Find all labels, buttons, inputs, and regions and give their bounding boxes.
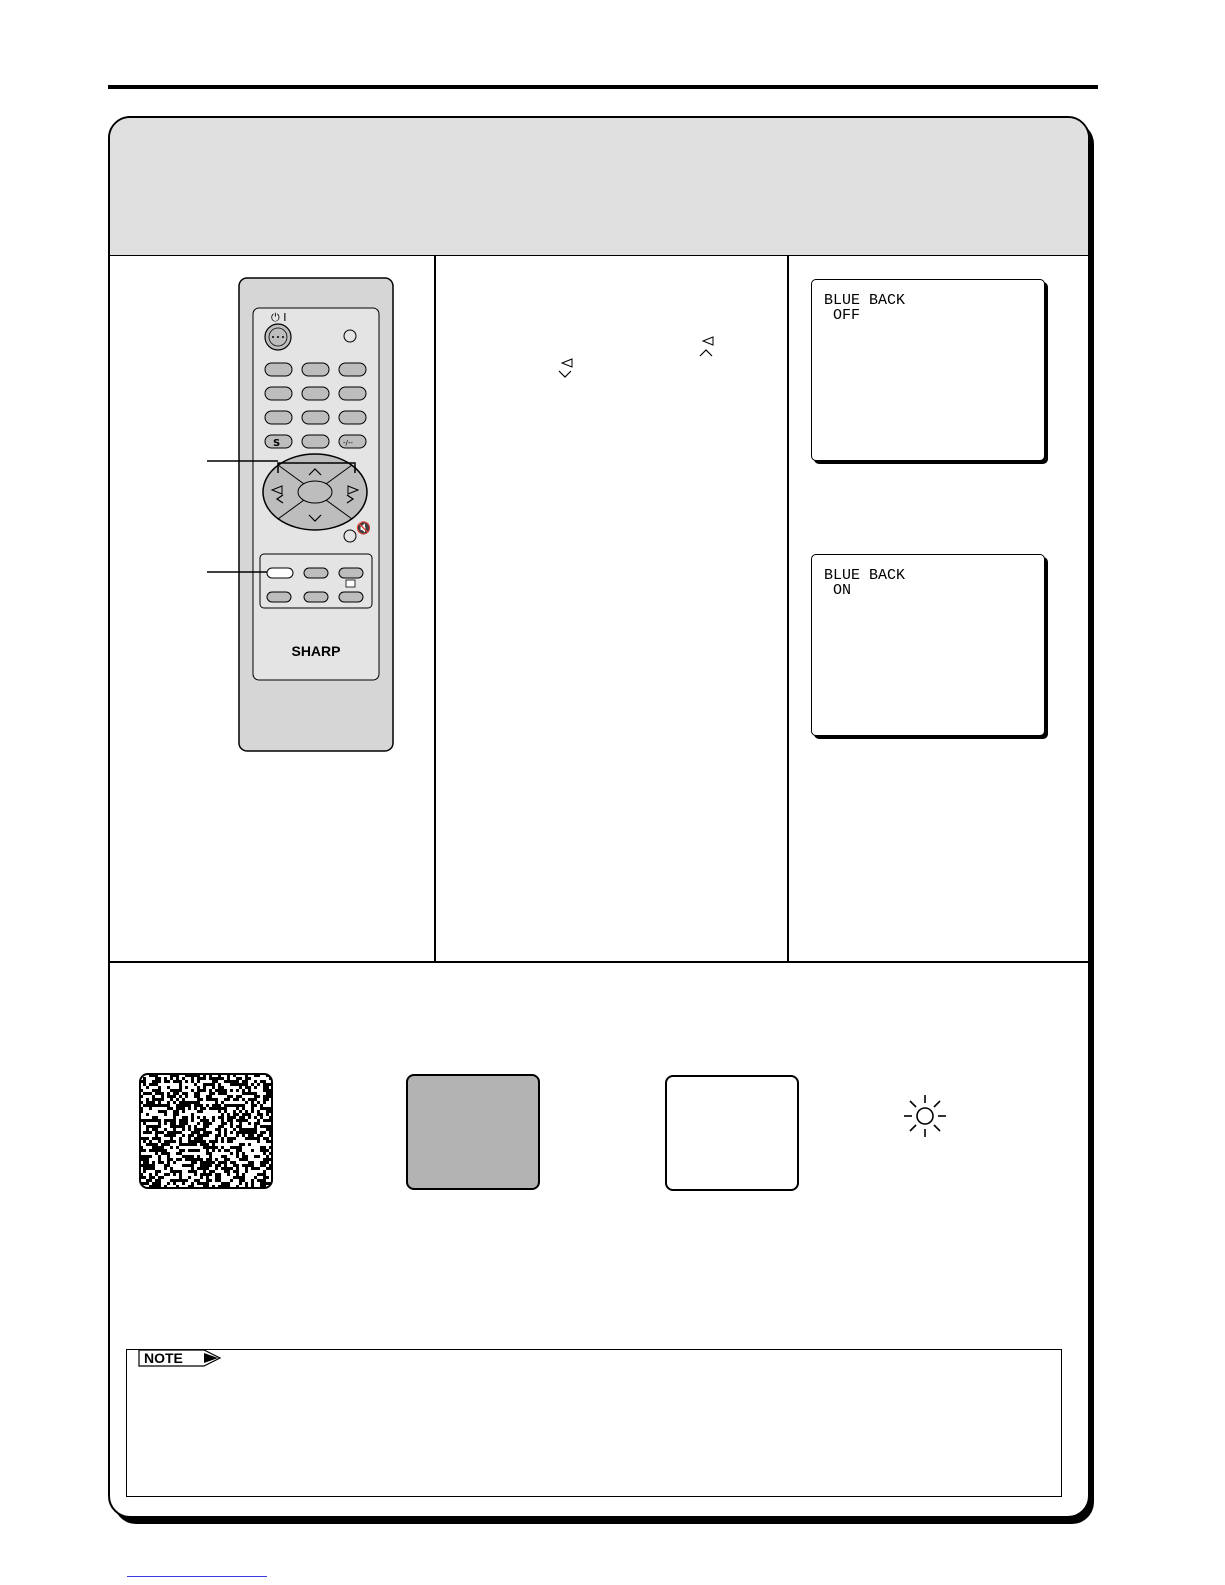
column-divider-1	[434, 255, 436, 961]
sun-icon	[901, 1092, 949, 1140]
mute-icon: 🔇	[356, 521, 371, 535]
tv-white-screen	[665, 1075, 799, 1191]
note-box	[126, 1349, 1062, 1497]
tv-noise-screen	[139, 1073, 273, 1189]
tv-gray-screen	[406, 1074, 540, 1190]
osd-screen-on	[811, 554, 1045, 736]
header-band	[110, 118, 1088, 256]
volume-down-symbol	[554, 356, 578, 380]
remote-control	[170, 270, 410, 760]
osd-text-on: BLUE BACK ON	[824, 567, 906, 599]
osd-screen-off	[811, 279, 1045, 461]
small-round-button[interactable]	[344, 330, 356, 342]
section-divider	[110, 961, 1088, 963]
volume-up-symbol	[695, 334, 719, 358]
column-divider-2	[787, 255, 789, 961]
osd-text-off: BLUE BACK OFF	[824, 292, 906, 324]
top-rule	[108, 85, 1098, 89]
mute-button[interactable]	[344, 530, 356, 542]
bottom-link-underline	[127, 1576, 267, 1577]
svg-text:-/--: -/--	[343, 439, 353, 447]
note-label	[138, 1347, 224, 1369]
menu-button[interactable]	[267, 568, 293, 578]
brand-logo: SHARP	[291, 643, 341, 659]
svg-text:S: S	[273, 438, 281, 449]
power-icon: ⏻ I	[271, 311, 287, 324]
note-label-text: NOTE	[144, 1350, 183, 1366]
